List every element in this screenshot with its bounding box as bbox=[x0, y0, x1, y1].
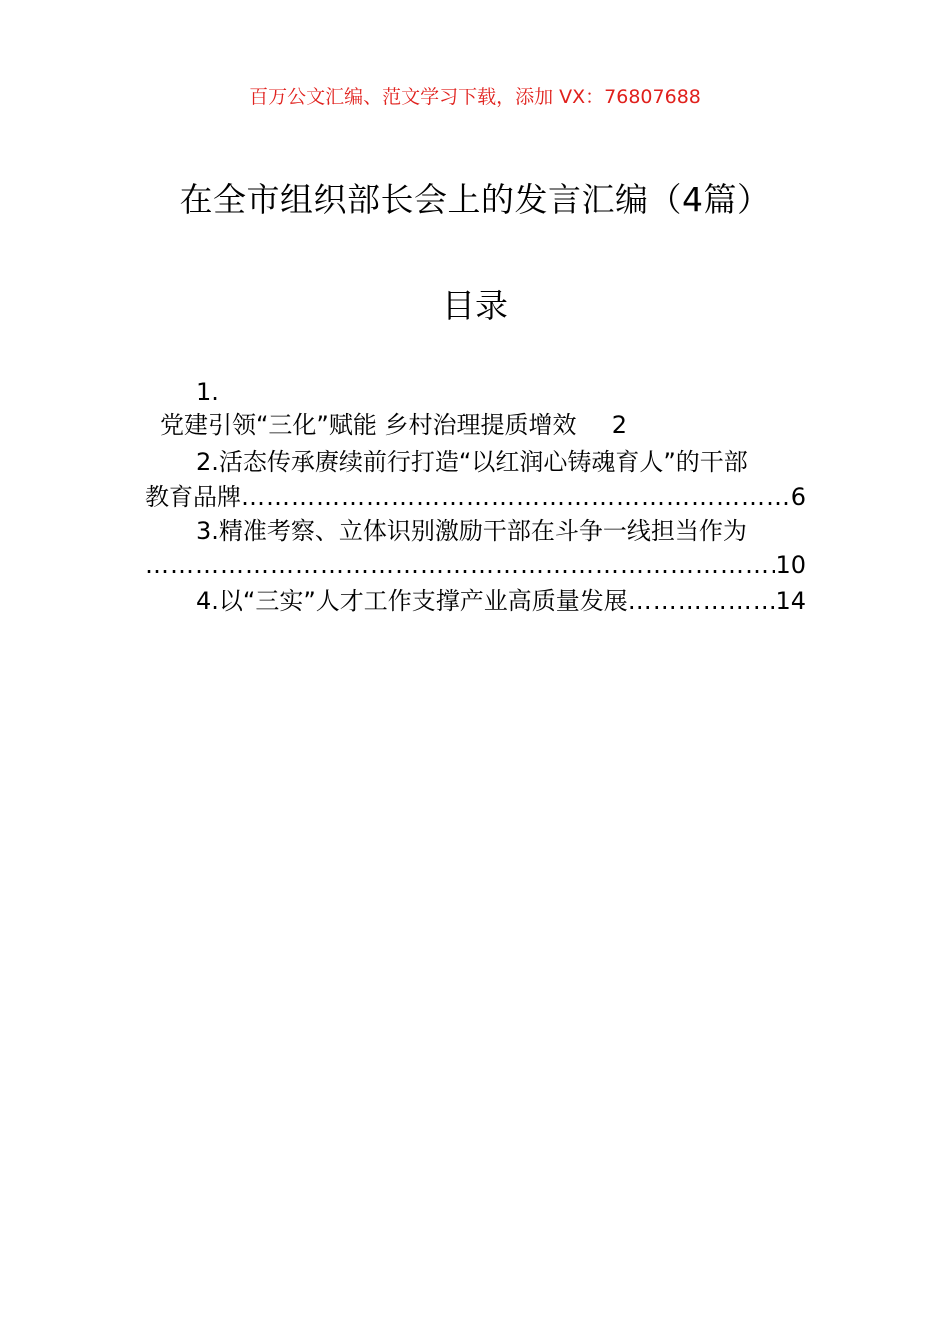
toc-entry-3-line1[interactable]: 3.精准考察、立体识别激励干部在斗争一线担当作为 bbox=[196, 517, 747, 545]
toc-entry-2-text: 教育品牌 bbox=[145, 483, 241, 511]
toc-entry-4[interactable] bbox=[196, 584, 806, 618]
toc-entry-4-page: 14 bbox=[775, 587, 806, 615]
toc-entry-2-leader bbox=[241, 480, 791, 514]
document-title: 在全市组织部长会上的发言汇编（4篇） bbox=[179, 180, 771, 219]
toc-entry-4-text: 4.以“三实”人才工作支撑产业高质量发展 bbox=[196, 587, 628, 615]
toc-entry-1-number: 1. bbox=[196, 378, 219, 406]
toc-entry-3-page: 10 bbox=[775, 551, 806, 579]
toc-heading: 目录 bbox=[442, 286, 508, 325]
toc-entry-3-line2[interactable] bbox=[145, 548, 806, 582]
toc-entry-2-line1[interactable]: 2.活态传承赓续前行打造“以红润心铸魂育人”的干部 bbox=[196, 448, 748, 476]
toc-entry-4-leader bbox=[628, 584, 776, 618]
toc-entry-2-line2[interactable] bbox=[145, 480, 806, 514]
toc-entry-2-page: 6 bbox=[790, 483, 806, 511]
toc-entry-1-text: 党建引领“三化”赋能 乡村治理提质增效 bbox=[160, 411, 577, 439]
toc-entry-1-page: 2 bbox=[611, 411, 628, 439]
toc-entry-1-title[interactable] bbox=[160, 408, 627, 442]
toc-entry-3-leader bbox=[145, 548, 775, 582]
promo-banner: 百万公文汇编、范文学习下载，添加 VX：76807688 bbox=[249, 86, 701, 108]
